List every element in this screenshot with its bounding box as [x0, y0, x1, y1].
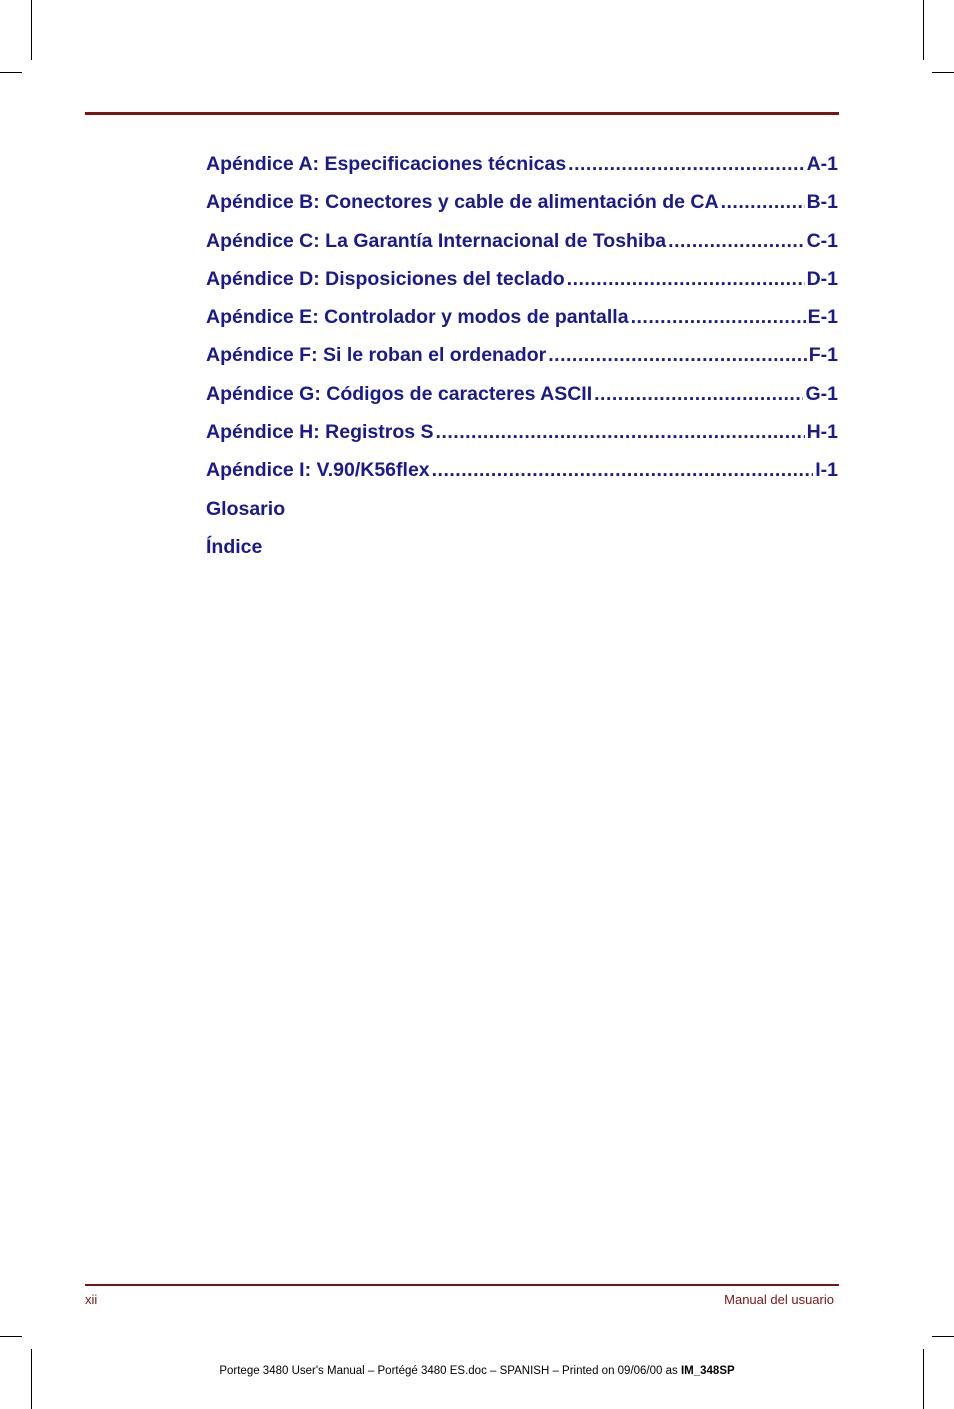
toc-entry-page: G-1 [805, 382, 838, 405]
crop-mark [0, 72, 22, 73]
toc-entry-page: I-1 [815, 459, 838, 482]
toc-entry-page: B-1 [806, 191, 838, 214]
print-note [0, 1365, 954, 1377]
toc-entry[interactable] [206, 380, 838, 418]
toc-entry[interactable] [206, 303, 838, 341]
footer-rule [85, 1284, 839, 1286]
toc-entry-page: E-1 [807, 306, 838, 329]
toc-entry-title: Apéndice E: Controlador y modos de pantalla [206, 306, 629, 329]
toc-entry[interactable] [206, 150, 838, 188]
toc-entry-title: Índice [206, 535, 263, 558]
toc-entry[interactable] [206, 265, 838, 303]
toc-entry-title: Apéndice A: Especificaciones técnicas [206, 153, 567, 175]
toc-entry-title: Apéndice F: Si le roban el ordenador [206, 344, 547, 367]
toc-entry-title: Apéndice G: Códigos de caracteres ASCII [206, 382, 593, 405]
toc-leader [432, 456, 814, 484]
manual-title: Manual del usuario [724, 1292, 834, 1307]
toc-entry[interactable] [206, 227, 838, 265]
toc-leader [721, 188, 805, 216]
toc-leader [567, 265, 805, 293]
crop-mark [932, 72, 954, 73]
toc-entry[interactable] [206, 341, 838, 379]
print-code: IM_348SP [680, 1365, 735, 1377]
toc-entry-page: D-1 [806, 267, 838, 290]
toc-entry-page: C-1 [806, 229, 838, 252]
toc-entry-title: Apéndice B: Conectores y cable de alimentación de CA [206, 191, 719, 214]
toc-entry[interactable] [206, 188, 838, 226]
crop-mark [31, 1349, 32, 1409]
toc-leader [668, 227, 804, 255]
crop-mark [0, 1336, 22, 1337]
toc-entry-index[interactable] [206, 533, 838, 571]
crop-mark [923, 1349, 924, 1409]
toc-entry-title: Apéndice C: La Garantía Internacional de Toshiba [206, 229, 667, 252]
toc-entry-glossary[interactable] [206, 495, 838, 533]
crop-mark [932, 1336, 954, 1337]
toc-leader [631, 303, 806, 331]
toc-entry-title: Glosario [206, 497, 286, 520]
toc-entry-title: Apéndice I: V.90/K56flex [206, 459, 430, 482]
crop-mark [923, 0, 924, 60]
toc-entry-title: Apéndice D: Disposiciones del teclado [206, 267, 565, 290]
toc-leader [436, 418, 805, 446]
toc-leader [568, 150, 804, 178]
toc-leader [548, 341, 807, 369]
page-number: xii [85, 1292, 98, 1307]
toc-entry[interactable] [206, 456, 838, 494]
header-rule [85, 112, 839, 115]
table-of-contents [206, 150, 838, 571]
toc-entry-page: F-1 [808, 344, 838, 367]
crop-mark [31, 0, 32, 60]
toc-entry[interactable] [206, 418, 838, 456]
toc-entry-page: A-1 [806, 153, 838, 175]
toc-leader [594, 380, 803, 408]
toc-entry-title: Apéndice H: Registros S [206, 421, 434, 444]
print-note-text: Portege 3480 User's Manual – Portégé 3480 ES.doc – SPANISH – Printed on 09/06/00 as [219, 1365, 681, 1377]
toc-entry-page: H-1 [806, 421, 838, 444]
